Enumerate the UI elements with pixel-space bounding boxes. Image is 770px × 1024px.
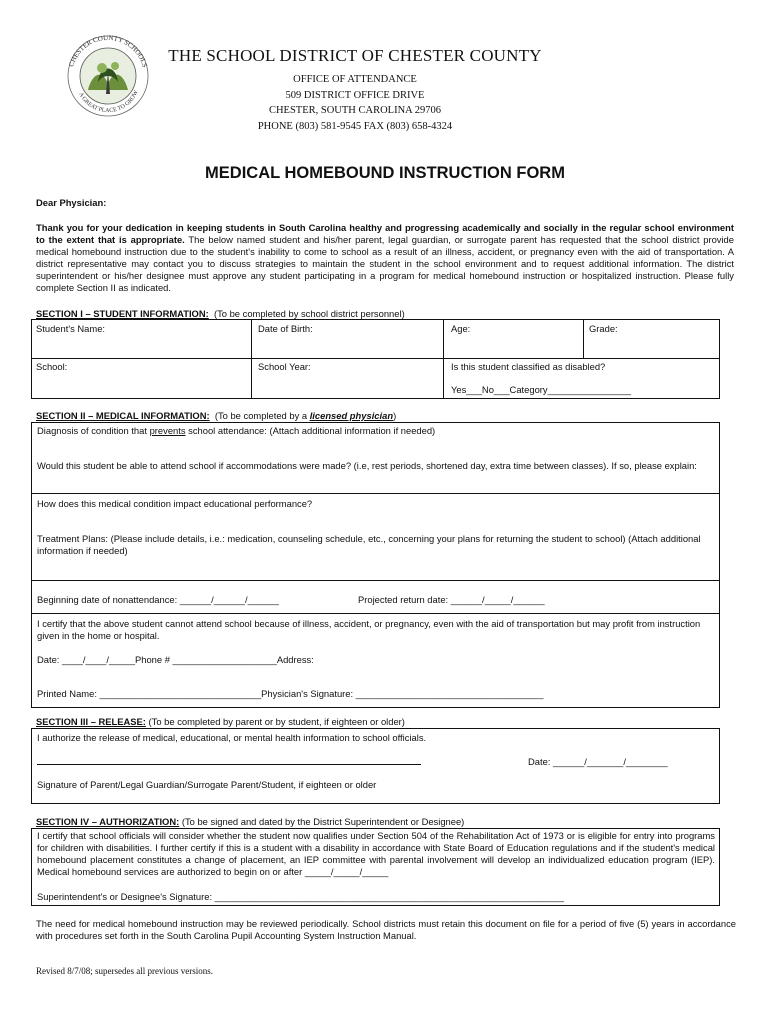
impact-field[interactable]: How does this medical condition impact educational performance? (37, 498, 313, 509)
student-info-table (31, 319, 720, 399)
age-field[interactable]: Age: (451, 323, 471, 334)
release-date-field[interactable]: Date: ______/_______/________ (528, 756, 668, 767)
grade-field[interactable]: Grade: (589, 323, 618, 334)
section3-heading: SECTION III – RELEASE: (To be completed by parent or by student, if eighteen or older) (36, 716, 405, 727)
form-title: MEDICAL HOMEBOUND INSTRUCTION FORM (205, 164, 565, 182)
accommodations-field[interactable]: Would this student be able to attend school if accommodations were made? (i.e, rest periods, shortened day, extra time between classes). If so, please explain: (37, 460, 697, 471)
phone-fax: PHONE (803) 581-9545 FAX (803) 658-4324 (257, 120, 453, 132)
office-name: OFFICE OF ATTENDANCE (293, 74, 417, 85)
release-box (31, 728, 720, 804)
intro-rest: The below named student and his/her parent, legal guardian, or surrogate parent has requested that the school district provide medical homebound instruction due to the student's inability to come to school as a result of an illness, accident, or pregnancy even with the aid of transportation. A district representative may contact you to discuss strategies to maintain the student in the school environment and to request additional information. The district superintendent or his/her designee must approve any student participating in a program for medical homebound instruction or hospitalized instruction. Please fully complete Section II as indicated. (36, 233, 734, 293)
release-signature-line[interactable] (37, 764, 421, 765)
medical-info-box (31, 422, 720, 708)
release-signature-label: Signature of Parent/Legal Guardian/Surrogate Parent/Student, if eighteen or older (37, 779, 377, 790)
logo-text-bottom: A GREAT PLACE TO GROW (77, 89, 140, 115)
disabled-question: Is this student classified as disabled? (451, 361, 606, 372)
greeting: Dear Physician: (36, 197, 107, 208)
disabled-options[interactable]: Yes___No___Category________________ (451, 384, 632, 395)
physician-certification: I certify that the above student cannot attend school because of illness, accident, or pregnancy, even with the aid of transportation but may profit from instruction given in the home or hospital. (37, 618, 701, 641)
intro-paragraph (36, 222, 734, 293)
city-address: CHESTER, SOUTH CAROLINA 29706 (268, 105, 442, 116)
section1-note: (To be completed by school district personnel) (213, 308, 405, 319)
section4-heading: SECTION IV – AUTHORIZATION: (To be signed and dated by the District Superintendent or Designee) (36, 816, 465, 827)
section4-note: (To be signed and dated by the District Superintendent or Designee) (181, 816, 465, 827)
treatment-plans-field[interactable]: Treatment Plans: (Please include details, i.e.: medication, counseling schedule, etc., concerning your plans for returning the student to school) (Attach additional information if needed) (37, 533, 701, 556)
school-year-field[interactable]: School Year: (258, 361, 311, 372)
beginning-date-field[interactable]: Beginning date of nonattendance: ______/______/______ (37, 594, 279, 605)
release-statement: I authorize the release of medical, educational, or mental health information to school officials. (37, 732, 427, 743)
student-name-field[interactable]: Student's Name: (36, 323, 106, 334)
superintendent-signature-field[interactable]: Superintendent's or Designee's Signature: ___________________________________________________________________ (37, 891, 564, 902)
date-of-birth-field[interactable]: Date of Birth: (258, 323, 313, 334)
section2-heading: SECTION II – MEDICAL INFORMATION: (To be completed by a licensed physician) (36, 410, 397, 421)
section3-note: (To be completed by parent or by student, if eighteen or older) (148, 716, 405, 727)
district-logo (58, 24, 158, 124)
intro-bold: Thank you for your dedication in keeping students in South Carolina healthy and progressing academically and socially in the regular school environment to the extent that is appropriate. (36, 222, 734, 245)
closing-paragraph: The need for medical homebound instruction may be reviewed periodically. School districts must retain this document on file for a period of five (5) years in accordance with procedures set forth in the South Carolina Pupil Accounting System Instruction Manual. (36, 918, 736, 941)
authorization-statement[interactable]: I certify that school officials will consider whether the student now qualifies under Section 504 of the Rehabilitation Act of 1973 or is eligible for entry into programs for children with disabilities. I further certify if this is a student with a disability in accordance with State Board of Education regulations and if the student's medical homebound placement constitutes a change of placement, an IEP committee with parental involvement will develop an individualized education program (IEP). Medical homebound services are authorized to begin on or after _____/_____/_____ (37, 830, 715, 877)
return-date-field[interactable]: Projected return date: ______/_____/______ (358, 594, 545, 605)
physician-signature-field[interactable]: Printed Name: _______________________________Physician's Signature: ____________________________________ (37, 688, 544, 699)
letterhead (160, 46, 550, 134)
street-address: 509 DISTRICT OFFICE DRIVE (285, 89, 425, 101)
school-field[interactable]: School: (36, 361, 68, 372)
district-name: THE SCHOOL DISTRICT OF CHESTER COUNTY (168, 46, 542, 65)
revision-note: Revised 8/7/08; supersedes all previous versions. (36, 966, 213, 976)
diagnosis-field[interactable]: Diagnosis of condition that prevents school attendance: (Attach additional information if needed) (37, 425, 436, 436)
section1-heading: SECTION I – STUDENT INFORMATION: (To be completed by school district personnel) (36, 308, 405, 319)
authorization-box (31, 828, 720, 906)
date-phone-address-field[interactable]: Date: ____/____/_____Phone # ____________________Address: (37, 654, 314, 665)
logo-text-top: CHESTER COUNTY SCHOOLS (67, 33, 149, 69)
